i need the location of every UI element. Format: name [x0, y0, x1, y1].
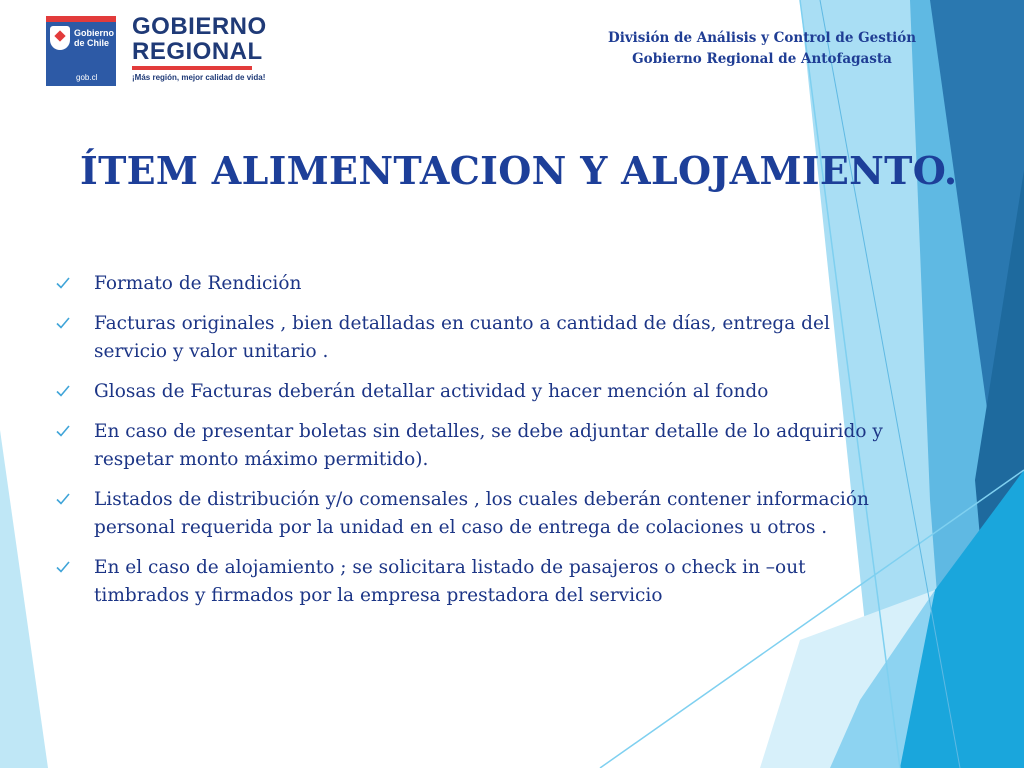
organization-division: División de Análisis y Control de Gestión [607, 30, 917, 46]
list-item [56, 554, 886, 610]
bullet-text: Facturas originales , bien detalladas en cuanto a cantidad de días, entrega del servicio y valor unitario . [94, 313, 830, 362]
checkmark-icon [56, 492, 70, 506]
star-shield-icon [50, 26, 70, 50]
list-item [56, 310, 886, 366]
regional-logo-line2: REGIONAL [132, 38, 263, 65]
organization-government: Gobierno Regional de Antofagasta [632, 51, 892, 67]
gob-cl-text: gob.cl [76, 73, 98, 82]
bullet-text: Formato de Rendición [94, 273, 302, 294]
list-item [56, 378, 886, 406]
regional-logo-line1: GOBIERNO [132, 13, 267, 40]
bullet-text: En el caso de alojamiento ; se solicitara listado de pasajeros o check in –out timbrados y firmados por la empresa prestadora del servicio [94, 557, 806, 606]
checkmark-icon [56, 276, 70, 290]
bullet-text: Glosas de Facturas deberán detallar actividad y hacer mención al fondo [94, 381, 769, 402]
checkmark-icon [56, 560, 70, 574]
checkmark-icon [56, 384, 70, 398]
bullet-text: En caso de presentar boletas sin detalles, se debe adjuntar detalle de lo adquirido y respetar monto máximo permitido). [94, 421, 883, 470]
list-item [56, 418, 886, 474]
checkmark-icon [56, 424, 70, 438]
bullet-list [56, 270, 886, 622]
checkmark-icon [56, 316, 70, 330]
list-item [56, 270, 886, 298]
facet-left-sliver [0, 430, 48, 768]
gobierno-de-chile-logo [46, 16, 116, 86]
logo-red-stripe [46, 16, 116, 22]
gobierno-chile-text: Gobierno de Chile [74, 28, 114, 48]
organization-header [530, 28, 994, 70]
gobierno-regional-logo [132, 13, 267, 82]
list-item [56, 486, 886, 542]
regional-logo-bar [132, 66, 252, 70]
regional-logo-tagline: ¡Más región, mejor calidad de vida! [132, 73, 266, 82]
slide-title: ÍTEM ALIMENTACION Y ALOJAMIENTO. [80, 148, 958, 193]
bullet-text: Listados de distribución y/o comensales , los cuales deberán contener información personal requerida por la unidad en el caso de entrega de colaciones u otros . [94, 489, 869, 538]
